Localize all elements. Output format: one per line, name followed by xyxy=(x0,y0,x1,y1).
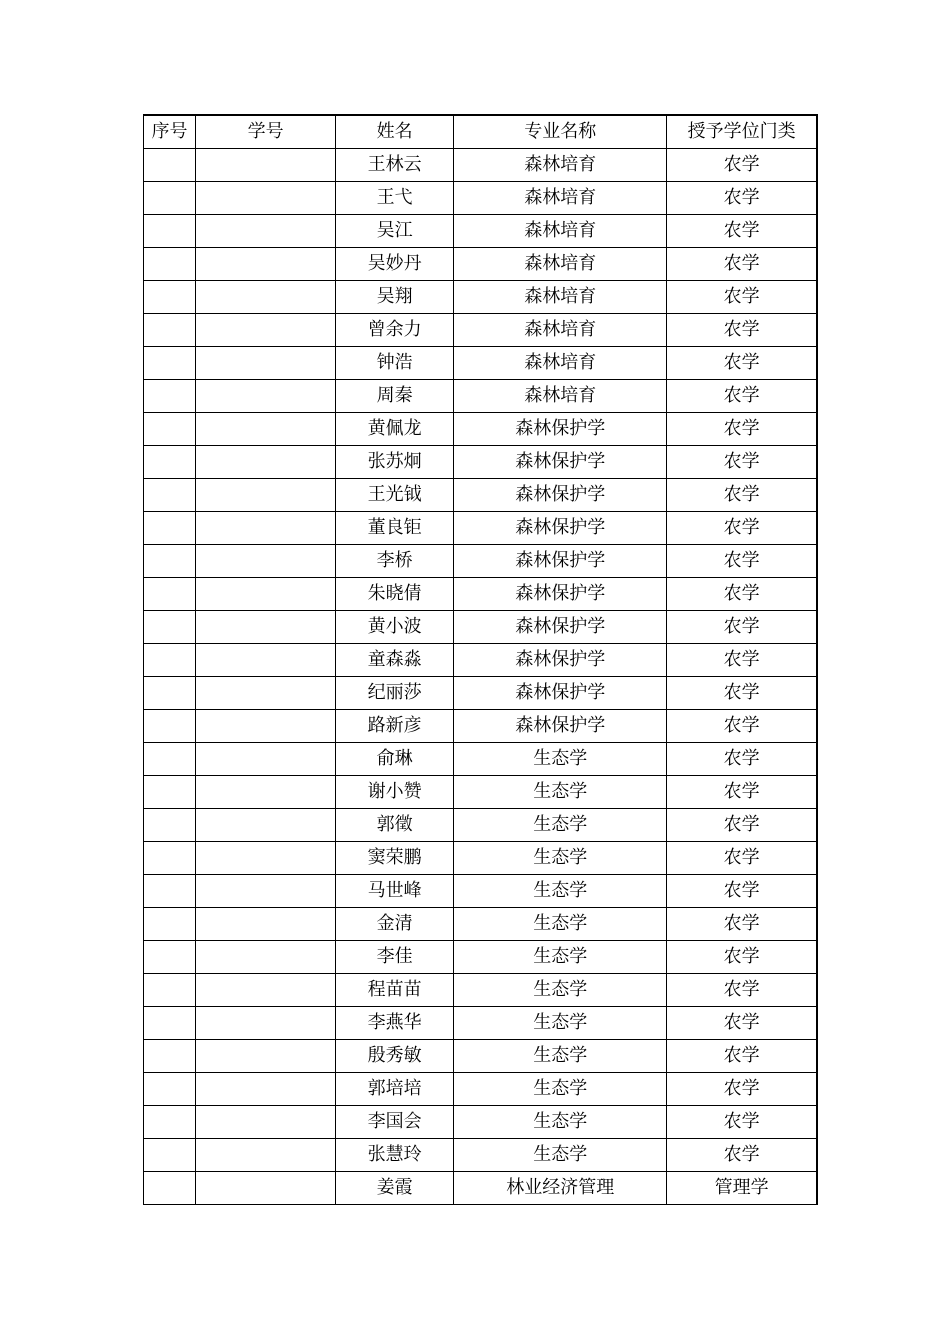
cell-seq xyxy=(144,182,196,215)
cell-degree: 农学 xyxy=(667,941,817,974)
cell-name: 马世峰 xyxy=(336,875,454,908)
cell-name: 钟浩 xyxy=(336,347,454,380)
cell-name: 黄小波 xyxy=(336,611,454,644)
cell-seq xyxy=(144,545,196,578)
cell-major: 森林保护学 xyxy=(454,545,667,578)
cell-name: 张苏炯 xyxy=(336,446,454,479)
cell-degree: 农学 xyxy=(667,1073,817,1106)
table-row xyxy=(144,182,818,215)
cell-student-id xyxy=(196,644,336,677)
cell-degree: 农学 xyxy=(667,479,817,512)
cell-student-id xyxy=(196,578,336,611)
table-row xyxy=(144,743,818,776)
cell-major: 森林培育 xyxy=(454,182,667,215)
cell-degree: 农学 xyxy=(667,842,817,875)
cell-major: 生态学 xyxy=(454,1040,667,1073)
cell-seq xyxy=(144,743,196,776)
cell-name: 王光钺 xyxy=(336,479,454,512)
cell-seq xyxy=(144,710,196,743)
cell-name: 吴翔 xyxy=(336,281,454,314)
cell-degree: 农学 xyxy=(667,974,817,1007)
cell-degree: 农学 xyxy=(667,743,817,776)
cell-major: 生态学 xyxy=(454,1139,667,1172)
table-row xyxy=(144,347,818,380)
cell-name: 张慧玲 xyxy=(336,1139,454,1172)
cell-name: 董良钜 xyxy=(336,512,454,545)
cell-name: 姜霞 xyxy=(336,1172,454,1205)
table-row xyxy=(144,842,818,875)
cell-student-id xyxy=(196,182,336,215)
cell-degree: 农学 xyxy=(667,512,817,545)
cell-degree: 农学 xyxy=(667,809,817,842)
cell-name: 朱晓倩 xyxy=(336,578,454,611)
cell-major: 森林保护学 xyxy=(454,611,667,644)
cell-name: 谢小赞 xyxy=(336,776,454,809)
cell-student-id xyxy=(196,1073,336,1106)
cell-major: 森林保护学 xyxy=(454,512,667,545)
cell-student-id xyxy=(196,1172,336,1205)
cell-major: 森林培育 xyxy=(454,149,667,182)
cell-degree: 农学 xyxy=(667,347,817,380)
cell-student-id xyxy=(196,347,336,380)
cell-major: 生态学 xyxy=(454,743,667,776)
cell-seq xyxy=(144,1139,196,1172)
table-row xyxy=(144,611,818,644)
cell-seq xyxy=(144,611,196,644)
cell-major: 生态学 xyxy=(454,908,667,941)
cell-major: 森林保护学 xyxy=(454,578,667,611)
cell-degree: 农学 xyxy=(667,1040,817,1073)
table-row xyxy=(144,578,818,611)
cell-student-id xyxy=(196,512,336,545)
cell-degree: 农学 xyxy=(667,1139,817,1172)
cell-seq xyxy=(144,1073,196,1106)
table-row xyxy=(144,413,818,446)
cell-degree: 农学 xyxy=(667,677,817,710)
cell-seq xyxy=(144,413,196,446)
cell-seq xyxy=(144,809,196,842)
cell-name: 郭徵 xyxy=(336,809,454,842)
cell-major: 森林保护学 xyxy=(454,413,667,446)
cell-seq xyxy=(144,479,196,512)
cell-name: 郭培培 xyxy=(336,1073,454,1106)
cell-name: 殷秀敏 xyxy=(336,1040,454,1073)
cell-name: 窦荣鹏 xyxy=(336,842,454,875)
cell-student-id xyxy=(196,776,336,809)
cell-major: 生态学 xyxy=(454,809,667,842)
degree-table xyxy=(143,114,818,1205)
header-name: 姓名 xyxy=(336,115,454,149)
cell-student-id xyxy=(196,479,336,512)
cell-degree: 农学 xyxy=(667,1106,817,1139)
cell-major: 森林培育 xyxy=(454,347,667,380)
cell-major: 森林培育 xyxy=(454,281,667,314)
cell-seq xyxy=(144,941,196,974)
table-row xyxy=(144,1106,818,1139)
cell-name: 俞琳 xyxy=(336,743,454,776)
cell-student-id xyxy=(196,941,336,974)
cell-student-id xyxy=(196,149,336,182)
header-seq: 序号 xyxy=(144,115,196,149)
cell-student-id xyxy=(196,446,336,479)
cell-name: 李桥 xyxy=(336,545,454,578)
cell-student-id xyxy=(196,380,336,413)
cell-degree: 农学 xyxy=(667,908,817,941)
cell-degree: 农学 xyxy=(667,149,817,182)
header-major: 专业名称 xyxy=(454,115,667,149)
cell-name: 周秦 xyxy=(336,380,454,413)
cell-major: 生态学 xyxy=(454,1007,667,1040)
cell-seq xyxy=(144,974,196,1007)
cell-major: 生态学 xyxy=(454,941,667,974)
cell-major: 生态学 xyxy=(454,1106,667,1139)
cell-degree: 农学 xyxy=(667,644,817,677)
table-row xyxy=(144,809,818,842)
cell-degree: 农学 xyxy=(667,380,817,413)
table-row xyxy=(144,677,818,710)
cell-major: 生态学 xyxy=(454,875,667,908)
table-row xyxy=(144,908,818,941)
cell-seq xyxy=(144,1007,196,1040)
cell-seq xyxy=(144,281,196,314)
cell-student-id xyxy=(196,611,336,644)
header-degree: 授予学位门类 xyxy=(667,115,817,149)
cell-seq xyxy=(144,1106,196,1139)
table-row xyxy=(144,149,818,182)
cell-student-id xyxy=(196,281,336,314)
cell-name: 李佳 xyxy=(336,941,454,974)
cell-major: 森林培育 xyxy=(454,314,667,347)
cell-degree: 农学 xyxy=(667,281,817,314)
cell-major: 森林保护学 xyxy=(454,677,667,710)
cell-name: 金清 xyxy=(336,908,454,941)
cell-major: 森林培育 xyxy=(454,380,667,413)
cell-seq xyxy=(144,875,196,908)
cell-major: 生态学 xyxy=(454,1073,667,1106)
cell-major: 森林培育 xyxy=(454,248,667,281)
table-row xyxy=(144,644,818,677)
cell-major: 森林保护学 xyxy=(454,710,667,743)
cell-seq xyxy=(144,248,196,281)
cell-degree: 农学 xyxy=(667,182,817,215)
cell-student-id xyxy=(196,677,336,710)
cell-major: 生态学 xyxy=(454,842,667,875)
table-row xyxy=(144,545,818,578)
cell-degree: 农学 xyxy=(667,611,817,644)
cell-student-id xyxy=(196,413,336,446)
cell-degree: 农学 xyxy=(667,710,817,743)
cell-degree: 农学 xyxy=(667,1007,817,1040)
cell-student-id xyxy=(196,908,336,941)
cell-name: 李国会 xyxy=(336,1106,454,1139)
table-row xyxy=(144,380,818,413)
cell-seq xyxy=(144,347,196,380)
cell-name: 吴江 xyxy=(336,215,454,248)
cell-name: 吴妙丹 xyxy=(336,248,454,281)
header-student-id: 学号 xyxy=(196,115,336,149)
cell-degree: 农学 xyxy=(667,875,817,908)
cell-seq xyxy=(144,512,196,545)
table-row xyxy=(144,248,818,281)
table-body xyxy=(144,149,818,1205)
cell-student-id xyxy=(196,1040,336,1073)
cell-seq xyxy=(144,314,196,347)
cell-student-id xyxy=(196,974,336,1007)
table-row xyxy=(144,776,818,809)
cell-name: 路新彦 xyxy=(336,710,454,743)
cell-seq xyxy=(144,908,196,941)
table-row xyxy=(144,974,818,1007)
cell-student-id xyxy=(196,743,336,776)
cell-seq xyxy=(144,677,196,710)
table-row xyxy=(144,1172,818,1205)
cell-seq xyxy=(144,446,196,479)
cell-degree: 农学 xyxy=(667,446,817,479)
cell-major: 生态学 xyxy=(454,776,667,809)
table-row xyxy=(144,1040,818,1073)
cell-major: 森林保护学 xyxy=(454,446,667,479)
table-row xyxy=(144,281,818,314)
cell-seq xyxy=(144,842,196,875)
cell-student-id xyxy=(196,545,336,578)
cell-student-id xyxy=(196,842,336,875)
cell-student-id xyxy=(196,314,336,347)
cell-name: 李燕华 xyxy=(336,1007,454,1040)
cell-student-id xyxy=(196,248,336,281)
cell-major: 林业经济管理 xyxy=(454,1172,667,1205)
cell-name: 童森淼 xyxy=(336,644,454,677)
cell-major: 森林保护学 xyxy=(454,479,667,512)
cell-student-id xyxy=(196,1106,336,1139)
cell-seq xyxy=(144,1172,196,1205)
cell-student-id xyxy=(196,875,336,908)
table-row xyxy=(144,479,818,512)
cell-degree: 农学 xyxy=(667,248,817,281)
cell-student-id xyxy=(196,809,336,842)
table-row xyxy=(144,710,818,743)
cell-name: 黄佩龙 xyxy=(336,413,454,446)
table-row xyxy=(144,1007,818,1040)
cell-degree: 管理学 xyxy=(667,1172,817,1205)
cell-major: 森林保护学 xyxy=(454,644,667,677)
cell-seq xyxy=(144,149,196,182)
cell-name: 纪丽莎 xyxy=(336,677,454,710)
table-header-row xyxy=(144,115,818,149)
cell-student-id xyxy=(196,215,336,248)
table-row xyxy=(144,875,818,908)
table-row xyxy=(144,941,818,974)
cell-name: 曾余力 xyxy=(336,314,454,347)
table-row xyxy=(144,314,818,347)
cell-seq xyxy=(144,215,196,248)
cell-degree: 农学 xyxy=(667,413,817,446)
cell-seq xyxy=(144,644,196,677)
cell-major: 森林培育 xyxy=(454,215,667,248)
table-row xyxy=(144,446,818,479)
table-row xyxy=(144,512,818,545)
cell-major: 生态学 xyxy=(454,974,667,1007)
table-row xyxy=(144,1073,818,1106)
cell-name: 王林云 xyxy=(336,149,454,182)
cell-seq xyxy=(144,380,196,413)
cell-name: 王弋 xyxy=(336,182,454,215)
cell-degree: 农学 xyxy=(667,578,817,611)
table-row xyxy=(144,1139,818,1172)
cell-degree: 农学 xyxy=(667,776,817,809)
cell-degree: 农学 xyxy=(667,314,817,347)
cell-seq xyxy=(144,1040,196,1073)
cell-student-id xyxy=(196,1139,336,1172)
cell-degree: 农学 xyxy=(667,215,817,248)
cell-seq xyxy=(144,578,196,611)
cell-student-id xyxy=(196,710,336,743)
cell-degree: 农学 xyxy=(667,545,817,578)
cell-seq xyxy=(144,776,196,809)
cell-student-id xyxy=(196,1007,336,1040)
table-row xyxy=(144,215,818,248)
cell-name: 程苗苗 xyxy=(336,974,454,1007)
